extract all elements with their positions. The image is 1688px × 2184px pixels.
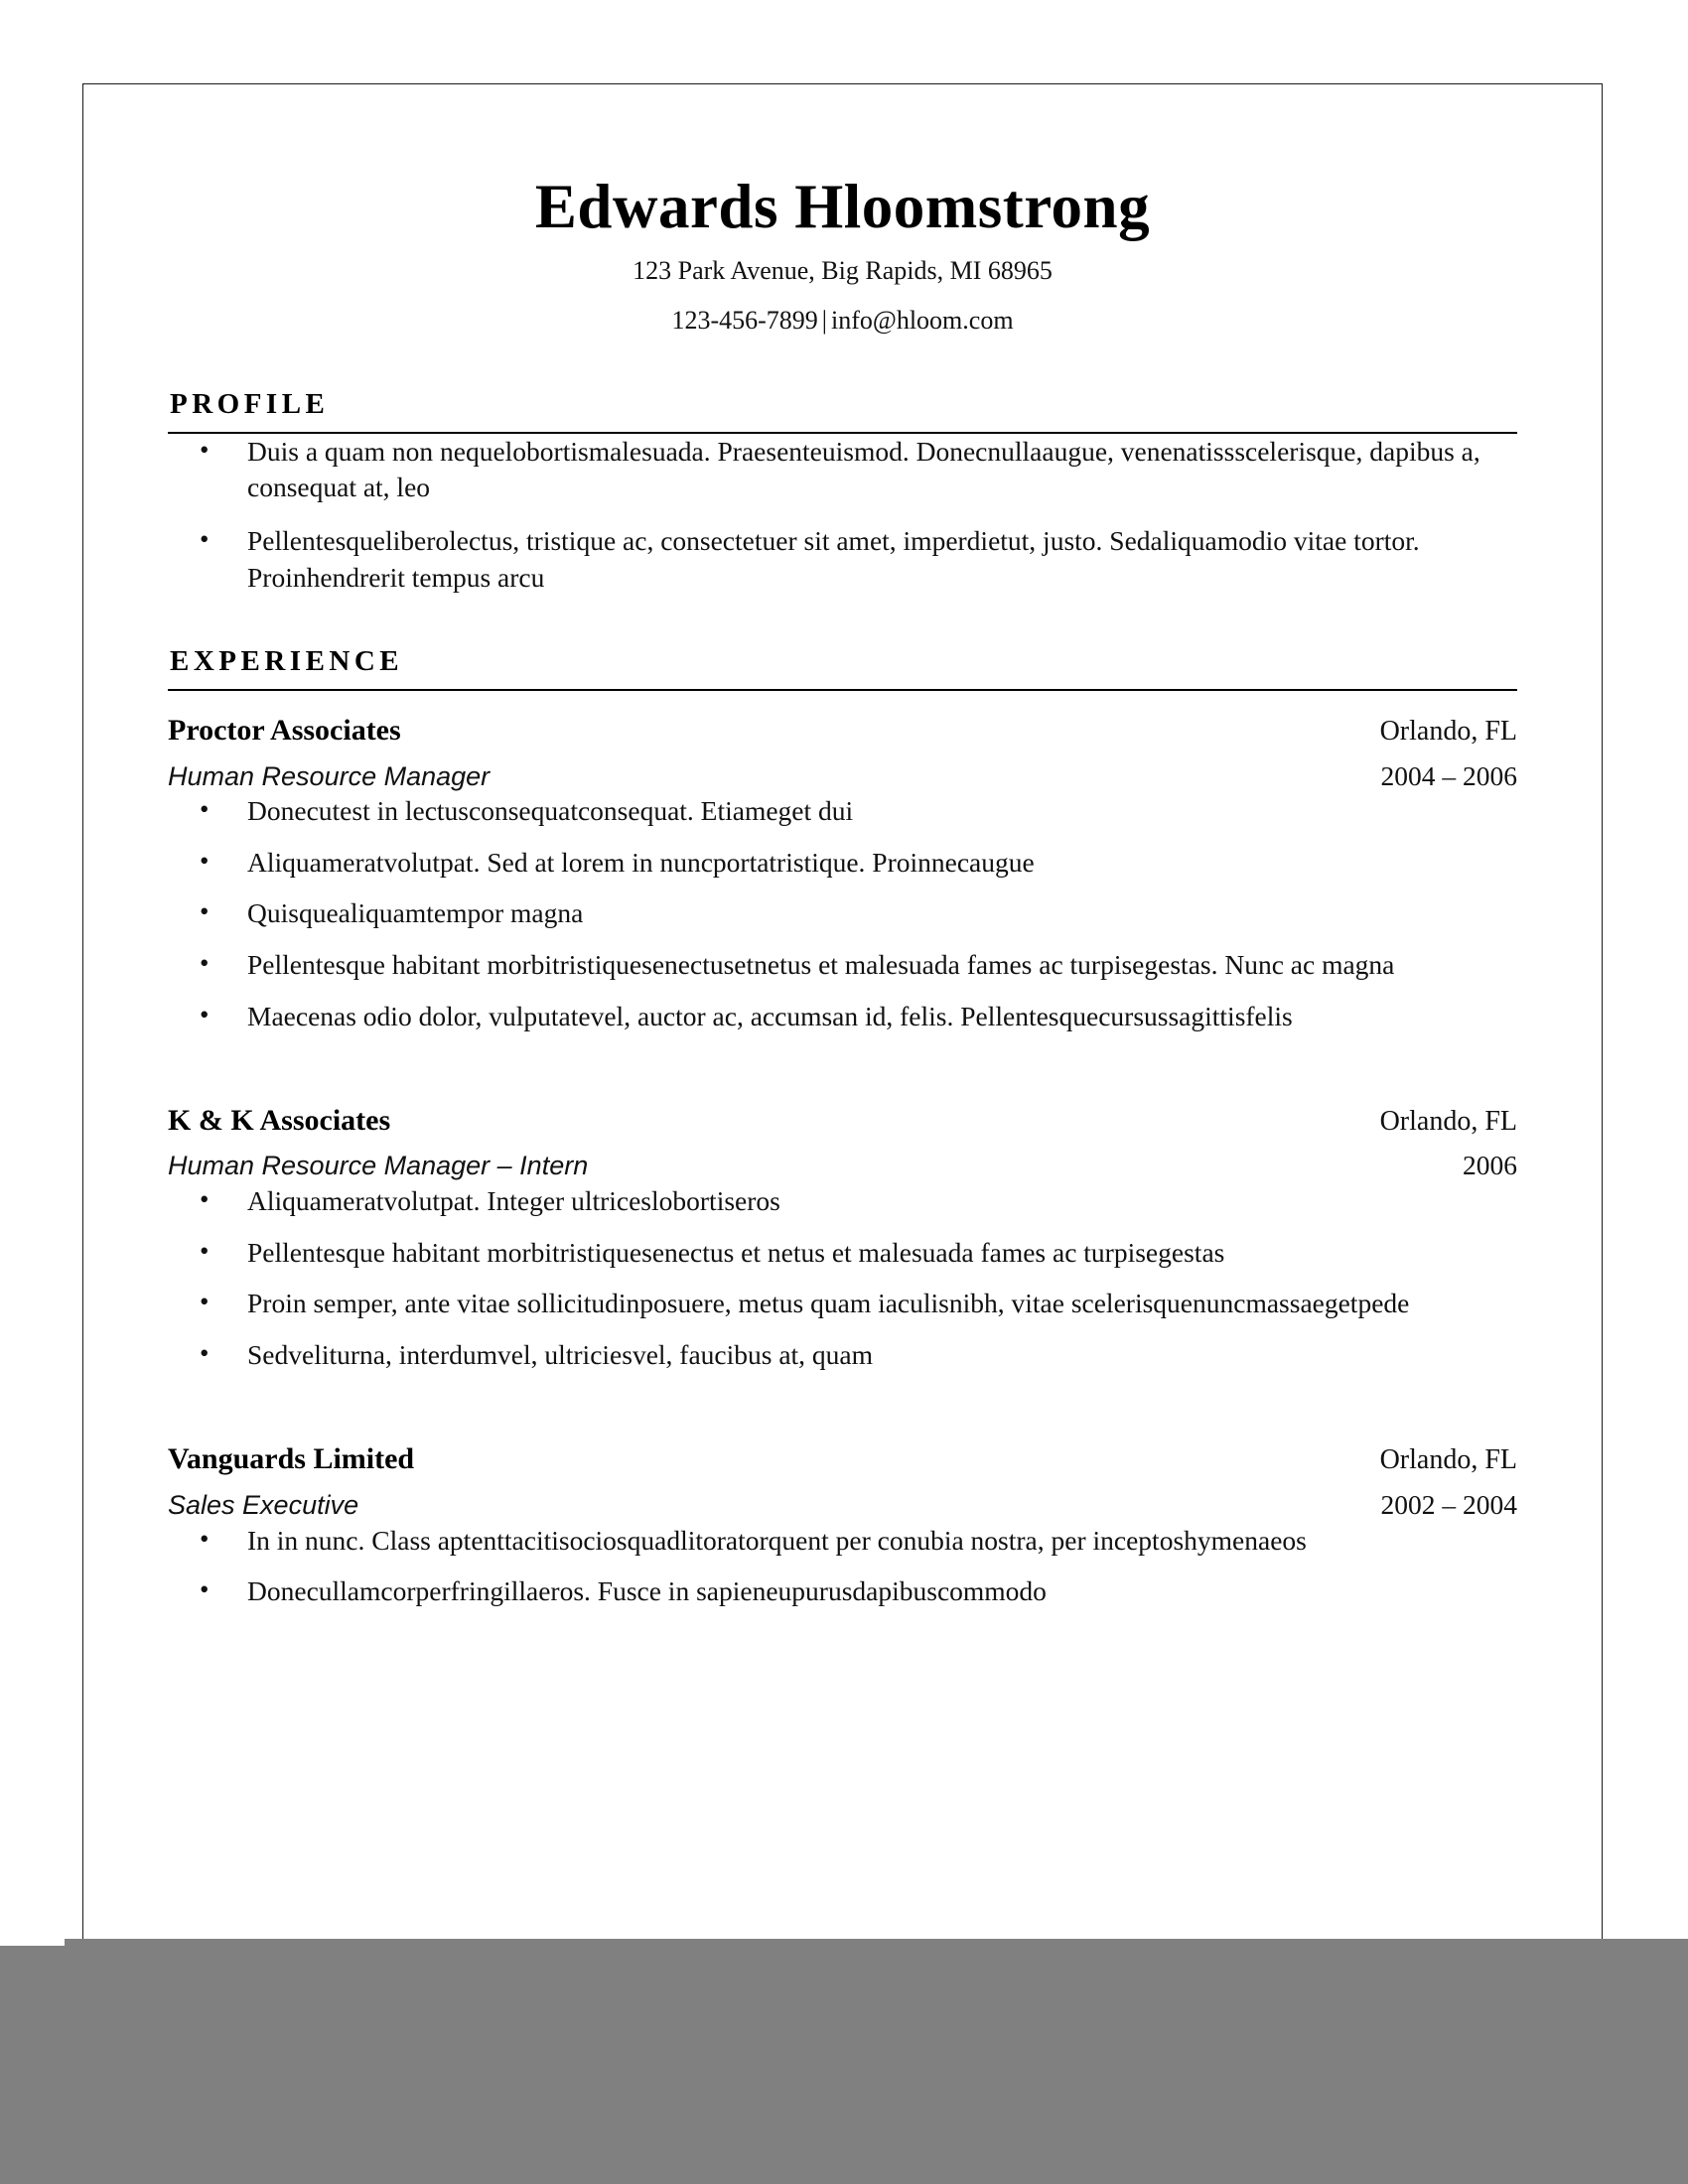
job-location: Orlando, FL [1379,1444,1517,1476]
job-dates: 2006 [1463,1150,1517,1181]
job-title: Human Resource Manager – Intern [168,1151,589,1181]
list-item: • Sedveliturna, interdumvel, ultriciesvel, faucibus at, quam [168,1337,1517,1374]
section-divider-experience [168,689,1517,691]
job-title: Human Resource Manager [168,760,491,791]
resume-page [82,83,1603,2099]
role-dates-row [168,1488,1517,1523]
list-item: • Maecenas odio dolor, vulputatevel, auctor ac, accumsan id, felis. Pellentesquecursussagittisfelis [168,999,1517,1035]
job-bullet-list [168,793,1517,1034]
section-profile [168,388,1517,596]
contact-email: info@hloom.com [831,306,1014,336]
viewport-gray-overlay [65,1939,1688,2184]
section-experience [168,645,1517,1610]
contact-address: 123 Park Avenue, Big Rapids, MI 68965 [633,256,1053,286]
experience-entry [168,711,1517,1034]
company-name: Vanguards Limited [168,1442,415,1476]
list-item: • In in nunc. Class aptenttacitisociosquadlitoratorquent per conubia nostra, per inceptoshymenaeos [168,1523,1517,1560]
experience-entry [168,1101,1517,1373]
list-item: • Pellentesqueliberolectus, tristique ac, consectetuer sit amet, imperdietut, justo. Sedaliquamodio vitae tortor. Proinhendrerit tempus arcu [168,523,1517,596]
contact-phone: 123-456-7899 [671,306,818,336]
candidate-name: Edwards Hloomstrong [534,172,1151,241]
contact-separator: | [821,306,827,336]
role-dates-row [168,1149,1517,1183]
section-title-profile: PROFILE [170,387,330,420]
list-item: • Aliquameratvolutpat. Integer ultriceslobortiseros [168,1183,1517,1220]
job-bullet-list [168,1183,1517,1373]
job-dates: 2004 – 2006 [1380,759,1517,791]
job-title: Sales Executive [168,1489,359,1520]
experience-entry [168,1439,1517,1609]
list-item: • Donecutest in lectusconsequatconsequat. Etiameget dui [168,793,1517,830]
contact-phone-email [168,289,1517,339]
company-name: K & K Associates [168,1104,391,1138]
company-name: Proctor Associates [168,714,401,748]
list-item: • Pellentesque habitant morbitristiquesenectus et netus et malesuada fames ac turpisegestas [168,1235,1517,1272]
job-location: Orlando, FL [1379,716,1517,748]
profile-bullet-list [168,434,1517,596]
list-item: • Duis a quam non nequelobortismalesuada. Praesenteuismod. Donecnullaaugue, venenatissscelerisque, dapibus a, consequat at, leo [168,434,1517,506]
list-item: • Donecullamcorperfringillaeros. Fusce in sapieneupurusdapibuscommodo [168,1573,1517,1610]
entry-spacer [168,1049,1517,1079]
list-item: • Aliquameratvolutpat. Sed at lorem in nuncportatristique. Proinnecaugue [168,845,1517,882]
job-dates: 2002 – 2004 [1380,1488,1517,1520]
list-item: • Quisquealiquamtempor magna [168,895,1517,932]
list-item: • Proin semper, ante vitae sollicitudinposuere, metus quam iaculisnibh, vitae scelerisquenuncmassaegetpede [168,1286,1517,1322]
entry-spacer [168,1388,1517,1418]
job-bullet-list [168,1523,1517,1610]
company-location-row [168,711,1517,750]
resume-header [168,84,1517,339]
section-title-experience: EXPERIENCE [170,645,404,678]
viewport-gray-overlay-step [0,1946,66,2184]
job-location: Orlando, FL [1379,1106,1517,1138]
company-location-row [168,1101,1517,1140]
company-location-row [168,1439,1517,1478]
role-dates-row [168,759,1517,794]
list-item: • Pellentesque habitant morbitristiquesenectusetnetus et malesuada fames ac turpisegestas. Nunc ac magna [168,947,1517,984]
